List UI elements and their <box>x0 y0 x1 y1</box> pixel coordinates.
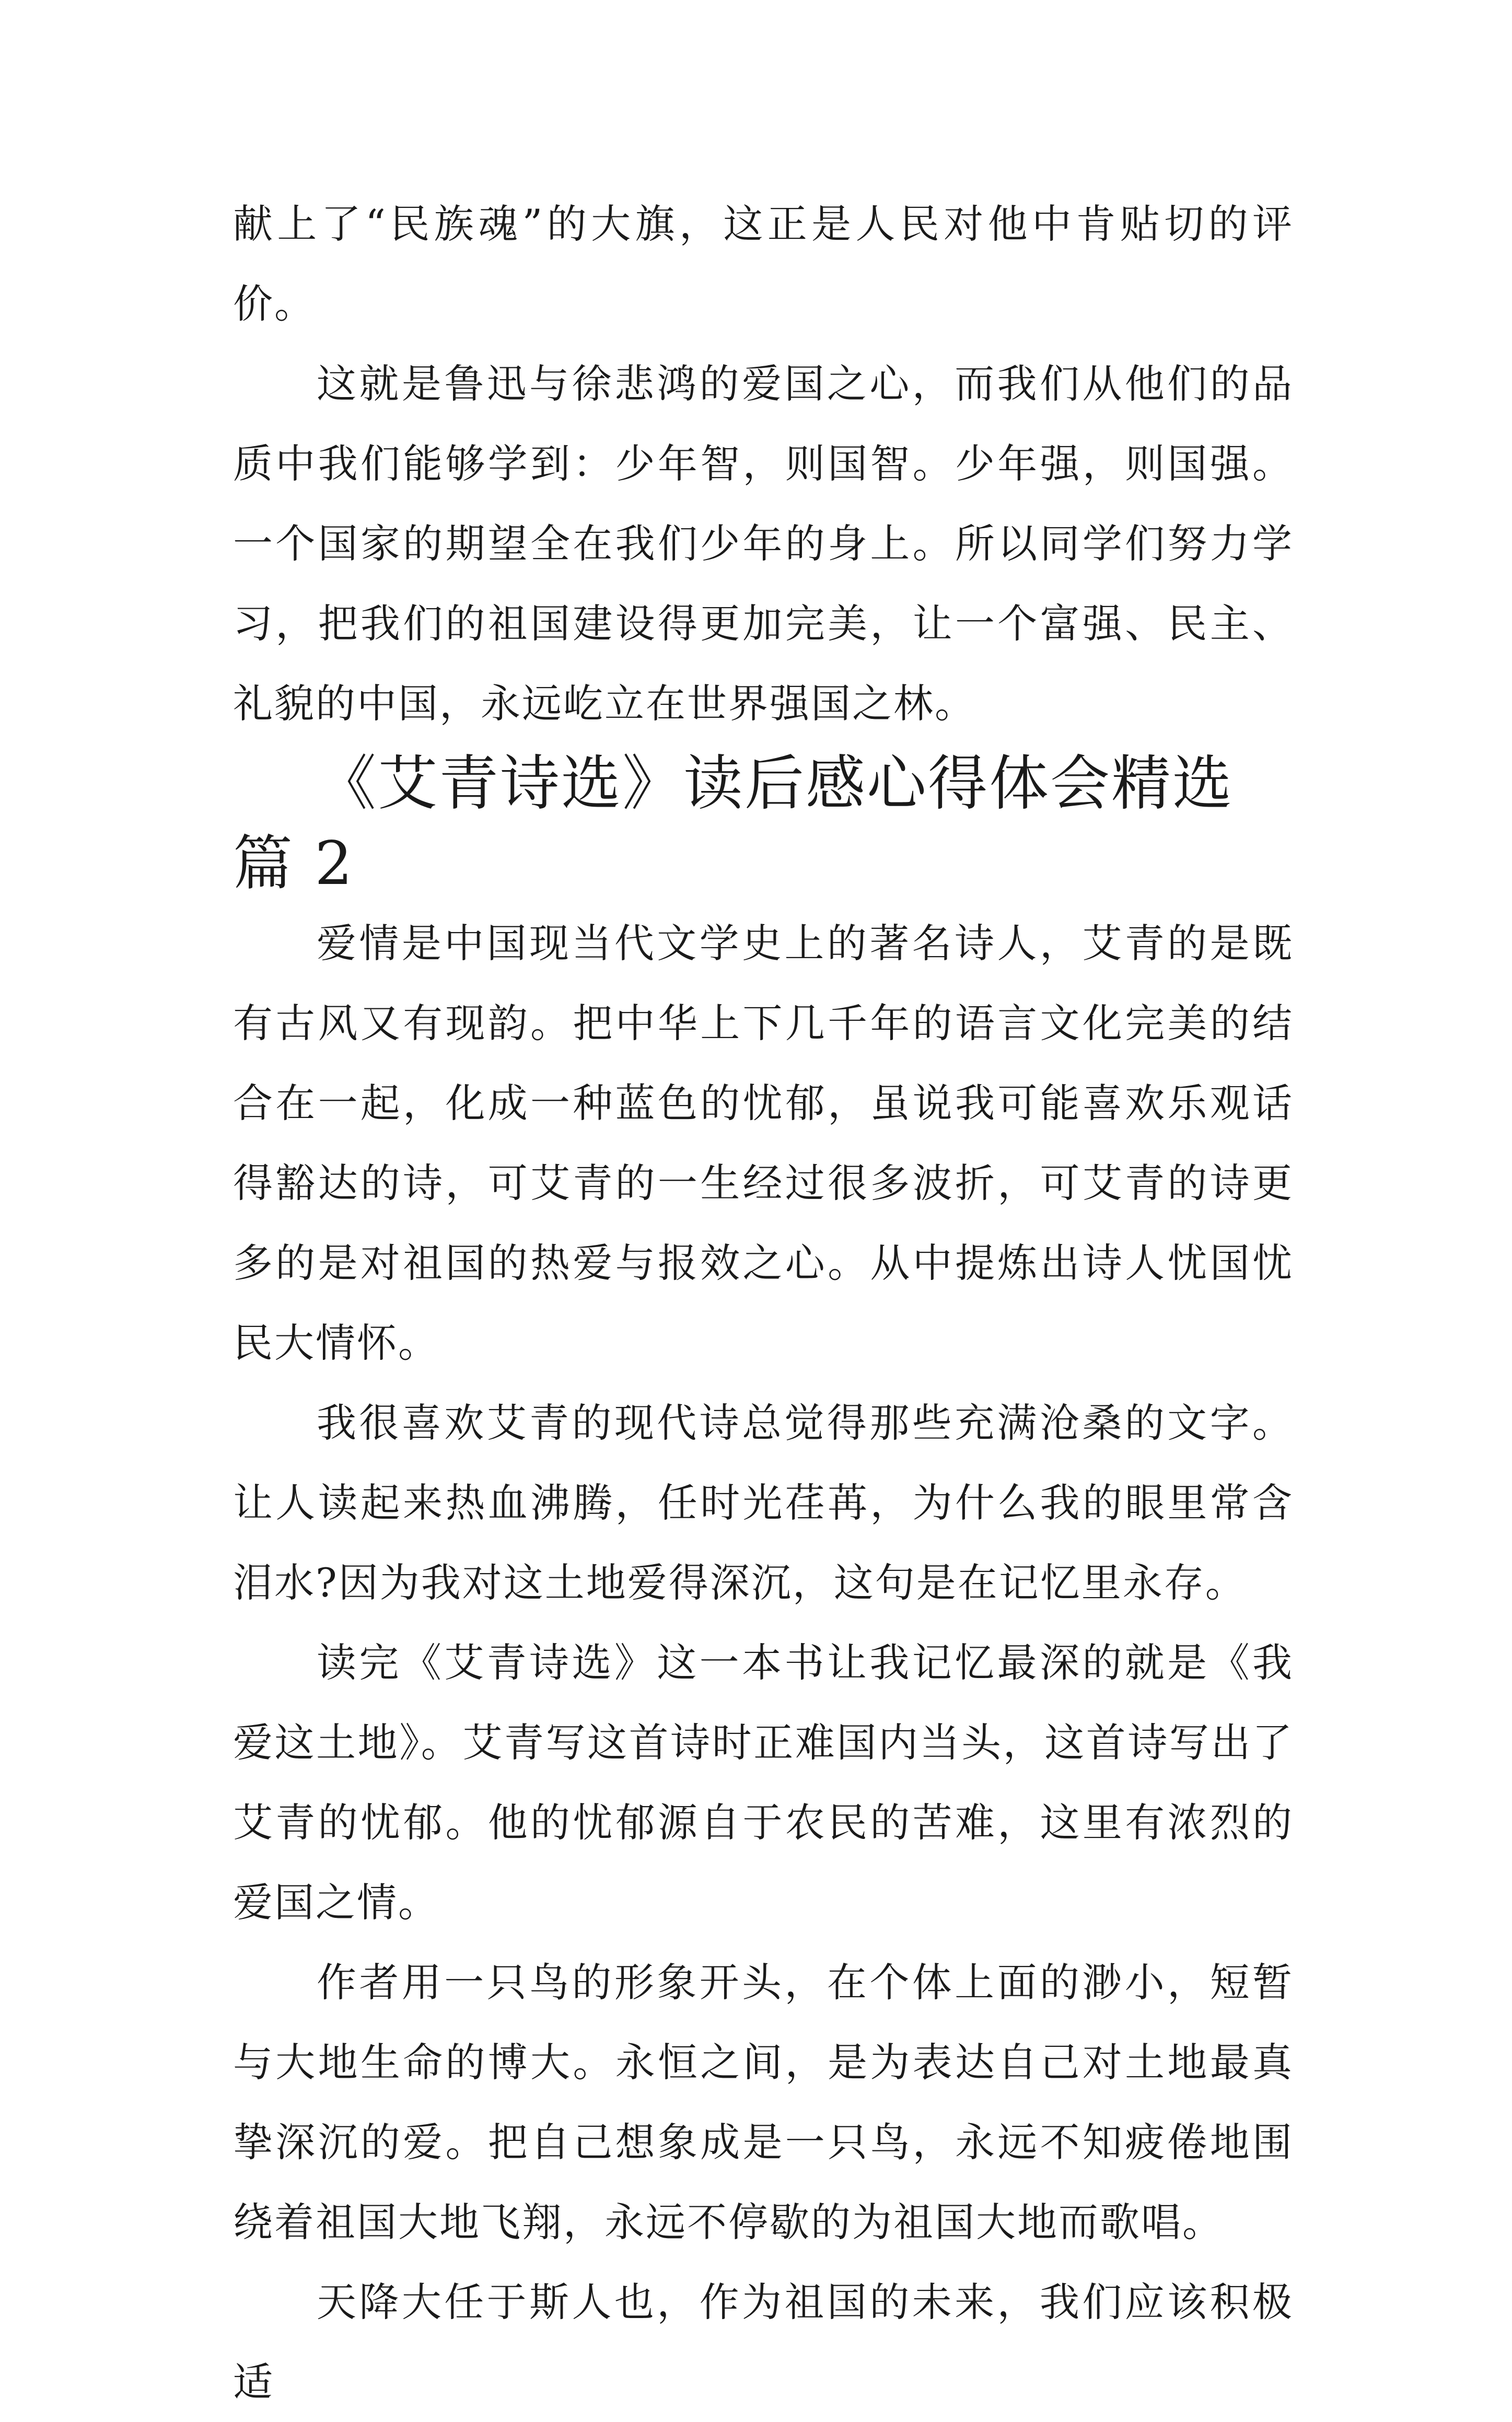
document-body <box>233 184 1294 2422</box>
section-heading: 《艾青诗选》读后感心得体会精选篇 2 <box>233 749 1234 898</box>
paragraph: 献上了“民族魂”的大旗，这正是人民对他中肯贴切的评价。 <box>233 201 1294 327</box>
paragraph: 爱情是中国现当代文学史上的著名诗人，艾青的是既有古风又有现韵。把中华上下几千年的语言文化完美的结合在一起，化成一种蓝色的忧郁，虽说我可能喜欢乐观话得豁达的诗，可艾青的一生经过很多波折，可艾青的诗更多的是对祖国的热爱与报效之心。从中提炼出诗人忧国忧民大情怀。 <box>233 920 1294 1366</box>
paragraph: 读完《艾青诗选》这一本书让我记忆最深的就是《我爱这土地》。艾青写这首诗时正难国内当头，这首诗写出了艾青的忧郁。他的忧郁源自于农民的苦难，这里有浓烈的爱国之情。 <box>233 1639 1294 1926</box>
paragraph: 我很喜欢艾青的现代诗总觉得那些充满沧桑的文字。让人读起来热血沸腾，任时光荏苒，为什么我的眼里常含泪水?因为我对这土地爱得深沉，这句是在记忆里永存。 <box>233 1400 1294 1606</box>
paragraph: 这就是鲁迅与徐悲鸿的爱国之心，而我们从他们的品质中我们能够学到：少年智，则国智。少年强，则国强。一个国家的期望全在我们少年的身上。所以同学们努力学习，把我们的祖国建设得更加完美，让一个富强、民主、礼貌的中国，永远屹立在世界强国之林。 <box>233 360 1294 727</box>
paragraph: 作者用一只鸟的形象开头，在个体上面的渺小，短暂与大地生命的博大。永恒之间，是为表达自己对土地最真挚深沉的爱。把自己想象成是一只鸟，永远不知疲倦地围绕着祖国大地飞翔，永远不停歇的为祖国大地而歌唱。 <box>233 1959 1294 2245</box>
paragraph: 天降大任于斯人也，作为祖国的未来，我们应该积极适 <box>233 2279 1294 2405</box>
